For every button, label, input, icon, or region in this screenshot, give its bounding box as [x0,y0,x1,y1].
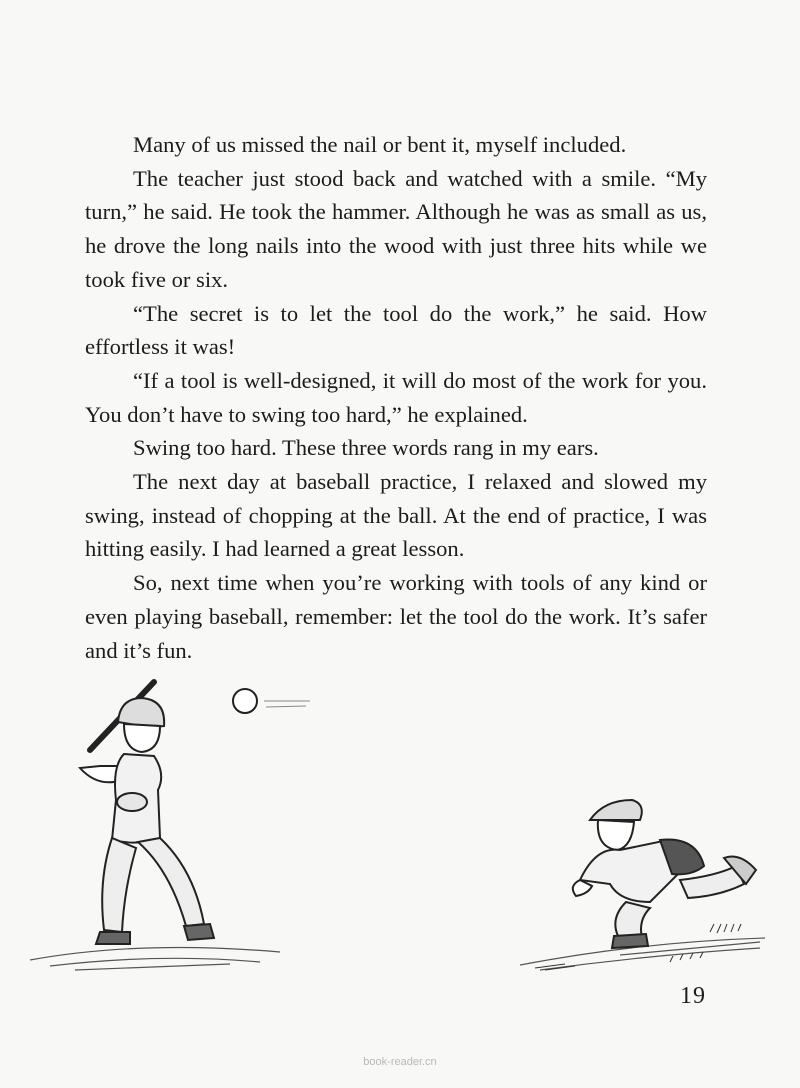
ground-shading [30,938,765,970]
pitcher-icon [573,800,756,948]
paragraph-3: “The secret is to let the tool do the work,” he said. How effortless it was! [85,300,707,360]
paragraph-1: Many of us missed the nail or bent it, myself included. [133,132,627,157]
page-number: 19 [680,983,706,1009]
baseball-icon [233,689,310,713]
paragraph-6: The next day at baseball practice, I relaxed and slowed my swing, instead of chopping at the ball. At the end of practice, I was hitting easily. I had learned a great lesson. [85,469,707,562]
paragraph-4: “If a tool is well-designed, it will do most of the work for you. You don’t have to swing too hard,” he explained. [85,367,707,427]
paragraph-5: Swing too hard. These three words rang in my ears. [133,435,599,461]
paragraph-7: So, next time when you’re working with tools of any kind or even playing baseball, remember: let the tool do the work. It’s safer and it’s fun. [85,570,707,663]
baseball-scene-illustration [20,670,780,990]
paragraph-2: The teacher just stood back and watched with a smile. “My turn,” he said. He took the hammer. Although he was as small as us, he drove the long nails into the wood with just three hits while we took five or six. [85,165,707,292]
source-watermark: book-reader.cn [363,1056,437,1068]
batter-icon [80,682,214,944]
story-text [85,128,707,667]
